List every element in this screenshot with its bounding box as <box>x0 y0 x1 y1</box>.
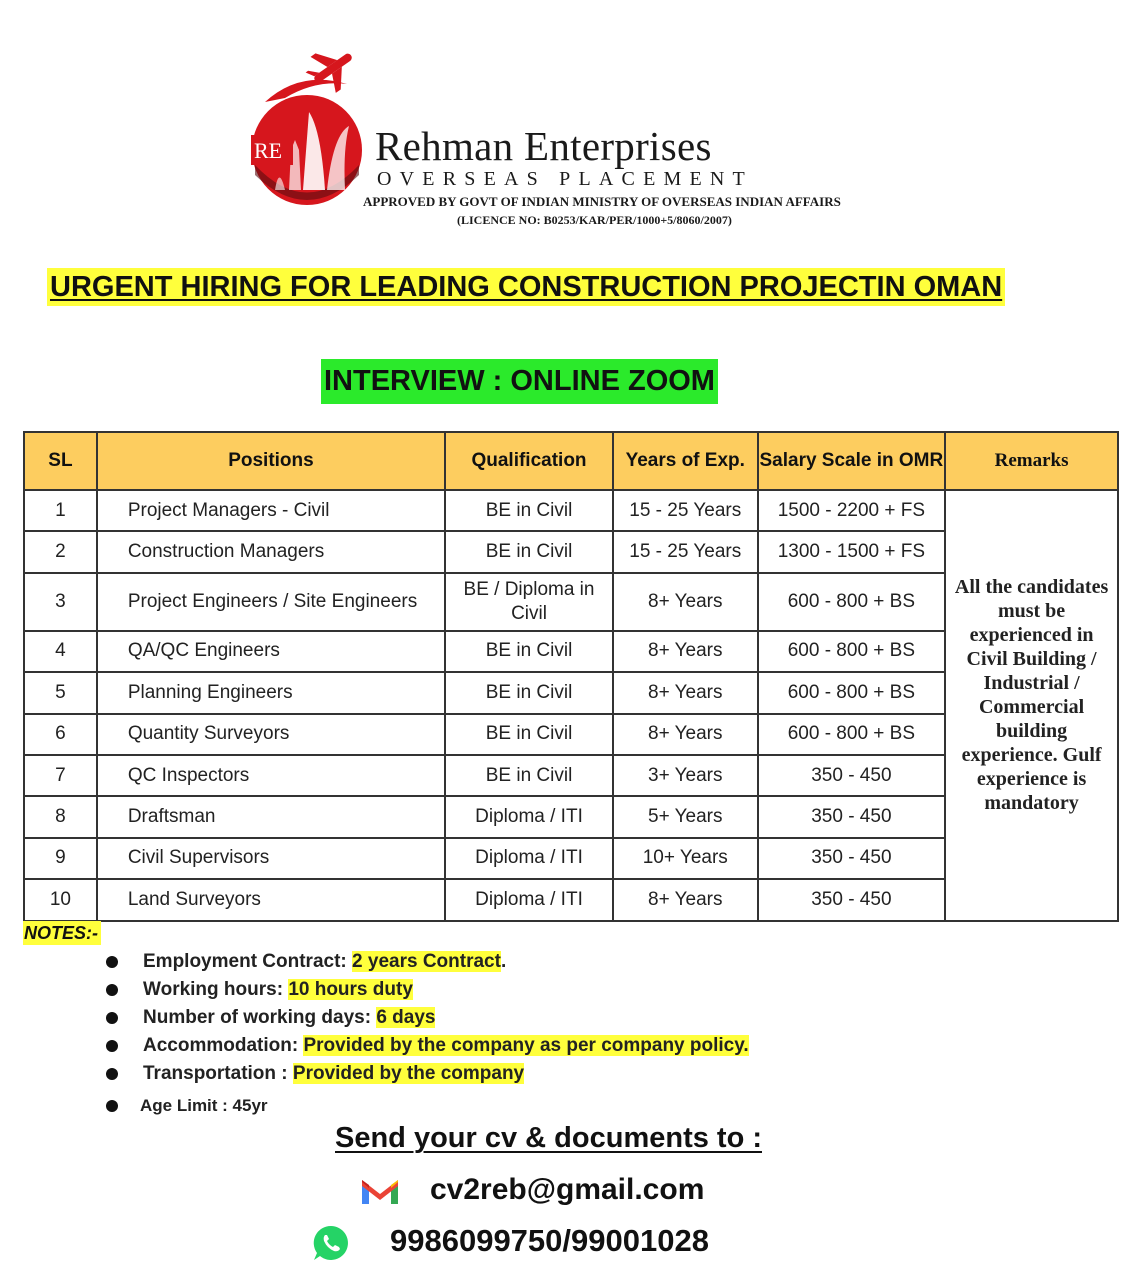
header-positions: Positions <box>97 432 445 490</box>
cell-qualification: BE in Civil <box>445 531 613 572</box>
cell-position: Project Engineers / Site Engineers <box>97 573 445 631</box>
cell-qualification: BE / Diploma in Civil <box>445 573 613 631</box>
cell-sl: 4 <box>24 631 97 672</box>
header-salary: Salary Scale in OMR <box>758 432 946 490</box>
cell-position: Draftsman <box>97 796 445 837</box>
bullet-icon <box>106 984 118 996</box>
cell-salary: 350 - 450 <box>758 755 946 796</box>
company-name: Rehman Enterprises <box>375 123 712 169</box>
cell-qualification: BE in Civil <box>445 755 613 796</box>
header-qualification: Qualification <box>445 432 613 490</box>
age-limit: Age Limit : 45yr <box>140 1096 268 1115</box>
cell-sl: 6 <box>24 714 97 755</box>
note-label: Employment Contract: <box>143 951 353 972</box>
company-logo <box>245 40 895 240</box>
interview-banner: INTERVIEW : ONLINE ZOOM <box>321 359 718 404</box>
cell-position: Land Surveyors <box>97 879 445 920</box>
cell-experience: 8+ Years <box>613 714 758 755</box>
cell-sl: 8 <box>24 796 97 837</box>
cell-position: Construction Managers <box>97 531 445 572</box>
cell-experience: 3+ Years <box>613 755 758 796</box>
cell-sl: 3 <box>24 573 97 631</box>
cell-sl: 5 <box>24 672 97 713</box>
cell-experience: 15 - 25 Years <box>613 490 758 531</box>
company-subtitle: OVERSEAS PLACEMENT <box>377 168 753 190</box>
cell-qualification: BE in Civil <box>445 672 613 713</box>
note-value: Provided by the company as per company policy. <box>303 1035 749 1056</box>
cell-sl: 10 <box>24 879 97 920</box>
cell-position: Planning Engineers <box>97 672 445 713</box>
cell-salary: 350 - 450 <box>758 796 946 837</box>
cell-experience: 8+ Years <box>613 879 758 920</box>
cell-position: QC Inspectors <box>97 755 445 796</box>
list-item <box>104 1060 749 1088</box>
note-value: 10 hours duty <box>288 979 413 1000</box>
cell-sl: 7 <box>24 755 97 796</box>
cell-salary: 600 - 800 + BS <box>758 573 946 631</box>
cell-experience: 5+ Years <box>613 796 758 837</box>
notes-label: NOTES:- <box>23 921 101 945</box>
cell-salary: 600 - 800 + BS <box>758 672 946 713</box>
bullet-icon <box>106 956 118 968</box>
cell-qualification: Diploma / ITI <box>445 796 613 837</box>
cell-salary: 350 - 450 <box>758 879 946 920</box>
cell-experience: 8+ Years <box>613 573 758 631</box>
header-remarks: Remarks <box>945 432 1118 490</box>
whatsapp-icon <box>312 1224 350 1262</box>
header-sl: SL <box>24 432 97 490</box>
cell-qualification: Diploma / ITI <box>445 838 613 879</box>
note-label: Number of working days: <box>143 1007 377 1028</box>
bullet-icon <box>106 1040 118 1052</box>
note-value: 2 years Contract <box>352 951 501 972</box>
bullet-icon <box>106 1012 118 1024</box>
cell-salary: 600 - 800 + BS <box>758 714 946 755</box>
cell-position: Project Managers - Civil <box>97 490 445 531</box>
table-row <box>24 490 1118 531</box>
cell-qualification: BE in Civil <box>445 631 613 672</box>
cell-position: Civil Supervisors <box>97 838 445 879</box>
note-value: Provided by the company <box>292 1063 525 1084</box>
notes-list <box>104 948 749 1120</box>
cell-sl: 2 <box>24 531 97 572</box>
list-item <box>104 1032 749 1060</box>
bullet-icon <box>106 1068 118 1080</box>
contact-phone[interactable]: 9986099750/99001028 <box>390 1223 709 1258</box>
note-value: 6 days <box>376 1007 436 1028</box>
cell-salary: 1500 - 2200 + FS <box>758 490 946 531</box>
cell-salary: 600 - 800 + BS <box>758 631 946 672</box>
job-table <box>23 431 1119 922</box>
send-cv-heading: Send your cv & documents to : <box>335 1122 762 1154</box>
cell-position: Quantity Surveyors <box>97 714 445 755</box>
cell-salary: 1300 - 1500 + FS <box>758 531 946 572</box>
note-suffix: . <box>500 951 507 972</box>
contact-email[interactable]: cv2reb@gmail.com <box>430 1173 705 1206</box>
licence-text: (LICENCE NO: B0253/KAR/PER/1000+5/8060/2007) <box>457 213 732 227</box>
cell-sl: 9 <box>24 838 97 879</box>
cell-position: QA/QC Engineers <box>97 631 445 672</box>
gmail-icon <box>360 1176 400 1206</box>
list-item <box>104 976 749 1004</box>
cell-qualification: BE in Civil <box>445 490 613 531</box>
cell-experience: 15 - 25 Years <box>613 531 758 572</box>
cell-experience: 8+ Years <box>613 672 758 713</box>
cell-sl: 1 <box>24 490 97 531</box>
cell-qualification: Diploma / ITI <box>445 879 613 920</box>
note-label: Transportation : <box>143 1063 293 1084</box>
logo-monogram: RE <box>254 138 283 163</box>
cell-experience: 8+ Years <box>613 631 758 672</box>
note-label: Working hours: <box>143 979 289 1000</box>
note-label: Accommodation: <box>143 1035 304 1056</box>
logo-emblem-icon <box>245 40 375 210</box>
cell-salary: 350 - 450 <box>758 838 946 879</box>
approval-text: APPROVED BY GOVT OF INDIAN MINISTRY OF OVERSEAS INDIAN AFFAIRS <box>363 194 841 209</box>
list-item-age-limit <box>104 1092 749 1120</box>
table-header-row <box>24 432 1118 490</box>
header-experience: Years of Exp. <box>613 432 758 490</box>
cell-remarks: All the candidates must be experienced in Civil Building / Industrial / Commercial building experience. Gulf experience is mandatory <box>945 490 1118 921</box>
list-item <box>104 948 749 976</box>
page-title: URGENT HIRING FOR LEADING CONSTRUCTION PROJECTIN OMAN <box>47 268 1005 306</box>
cell-experience: 10+ Years <box>613 838 758 879</box>
list-item <box>104 1004 749 1032</box>
cell-qualification: BE in Civil <box>445 714 613 755</box>
bullet-icon <box>106 1100 118 1112</box>
